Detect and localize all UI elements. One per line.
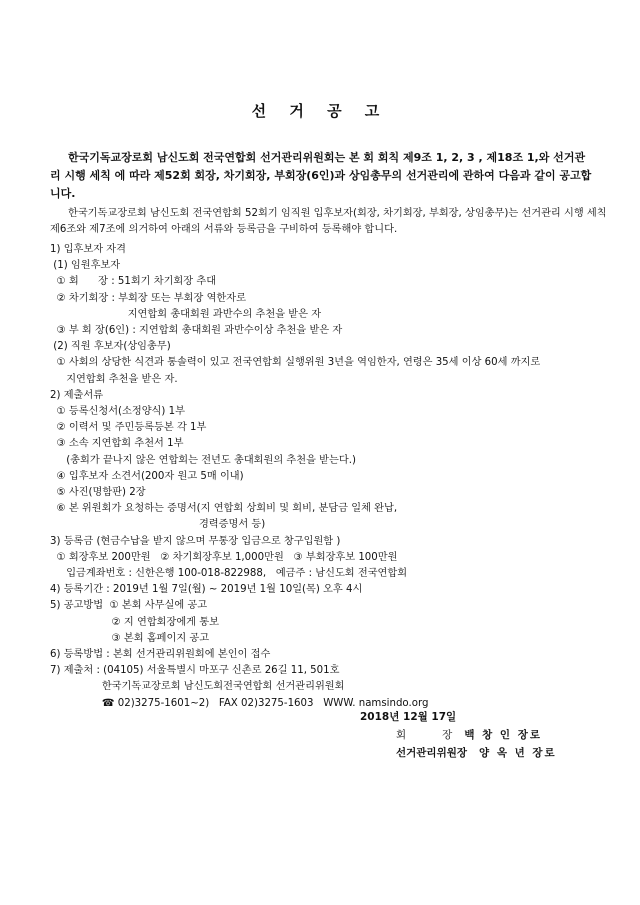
notice-line: 한국기독교장로회 남신도회전국연합회 선거관리위원회 <box>50 681 345 693</box>
chair-role-1: 회 <box>396 729 407 741</box>
notice-line: ① 사회의 상당한 식견과 통솔력이 있고 전국연합회 실행위원 3년을 역임한자, 연령은 35세 이상 60세 까지로 <box>50 357 541 369</box>
notice-line: 4) 등록기간 : 2019년 1월 7일(월) ~ 2019년 1월 10일(목) 오후 4시 <box>50 584 363 596</box>
notice-line: ① 등록신청서(소정양식) 1부 <box>50 405 185 417</box>
notice-line: ③ 소속 지연합회 추천서 1부 <box>50 438 184 450</box>
chair-signature <box>396 727 542 742</box>
notice-line: 지연합회 추천을 받은 자. <box>50 373 178 385</box>
notice-date: 2018년 12월 17일 <box>360 711 457 723</box>
committee-signature <box>396 745 557 760</box>
notice-line: 경력증명서 등) <box>50 519 266 531</box>
document-title: 선 거 공 고 <box>251 102 389 120</box>
notice-line: ② 이력서 및 주민등록등본 각 1부 <box>50 422 207 434</box>
notice-line: 입금계좌번호 : 신한은행 100-018-822988, 예금주 : 남신도회 전국연합회 <box>50 567 408 579</box>
body-paragraph: 한국기독교장로회 남신도회 전국연합회 52회기 임직원 입후보자(회장, 차기회장, 부회장, 상임총무)는 선거관리 시행 세칙 제6조와 제7조에 의거하여 아래의 서류와 등록금을 구비하여 등록해야 합니다. <box>50 208 607 236</box>
notice-line: 2) 제출서류 <box>50 389 104 401</box>
notice-line: ③ 부 회 장(6인) : 지연합회 총대회원 과반수이상 추천을 받은 자 <box>50 324 343 336</box>
notice-line: ⑤ 사진(명함판) 2장 <box>50 486 146 498</box>
notice-line: ☎ 02)3275-1601~2) FAX 02)3275-1603 WWW. namsindo.org <box>50 697 429 709</box>
notice-line: ③ 본회 홈페이지 공고 <box>50 632 210 644</box>
notice-line: ② 지 연합회장에게 통보 <box>50 616 219 628</box>
notice-line: ① 회장후보 200만원 ② 차기회장후보 1,000만원 ③ 부회장후보 100만원 <box>50 551 398 563</box>
chair-role-2: 장 <box>442 729 453 741</box>
chair-name: 백 창 인 장로 <box>464 729 542 741</box>
committee-role: 선거관리위원장 <box>396 747 468 759</box>
notice-line: (2) 직원 후보자(상임총무) <box>50 341 171 353</box>
notice-line: 지연합회 총대회원 과반수의 추천을 받은 자 <box>50 308 322 320</box>
notice-line: 7) 제출처 : (04105) 서울특별시 마포구 신촌로 26길 11, 501호 <box>50 665 340 677</box>
notice-line: 5) 공고방법 ① 본회 사무실에 공고 <box>50 600 208 612</box>
notice-line: 1) 입후보자 자격 <box>50 243 126 255</box>
notice-items <box>50 242 610 712</box>
notice-line: 3) 등록금 (현금수납을 받지 않으며 무통장 입금으로 창구입원함 ) <box>50 535 341 547</box>
notice-line: ④ 입후보자 소견서(200자 원고 5매 이내) <box>50 470 244 482</box>
notice-line: (1) 임원후보자 <box>50 260 121 272</box>
notice-line: ① 회 장 : 51회기 차기회장 추대 <box>50 276 217 288</box>
intro-text: 한국기독교장로회 남신도회 전국연합회 선거관리위원회는 본 회 회칙 제9조 1, 2, 3 , 제18조 1,와 선거관리 시행 세칙 에 따라 제52회 회장, 차기회장, 부회장(6인)과 상임총무의 선거관리에 관하여 다음과 같이 공고합니다. <box>50 151 592 200</box>
notice-line: ② 차기회장 : 부회장 또는 부회장 역한자로 <box>50 292 246 304</box>
notice-line: ⑥ 본 위원회가 요청하는 증명서(지 연합회 상회비 및 회비, 분담금 일체 완납, <box>50 503 398 515</box>
committee-name: 양 옥 년 장로 <box>479 747 557 759</box>
notice-body <box>50 206 610 712</box>
intro-paragraph <box>50 149 592 203</box>
notice-line: (총회가 끝나지 않은 연합회는 전년도 총대회원의 추천을 받는다.) <box>50 454 356 466</box>
notice-line: 6) 등록방법 : 본회 선거관리위원회에 본인이 접수 <box>50 648 271 660</box>
